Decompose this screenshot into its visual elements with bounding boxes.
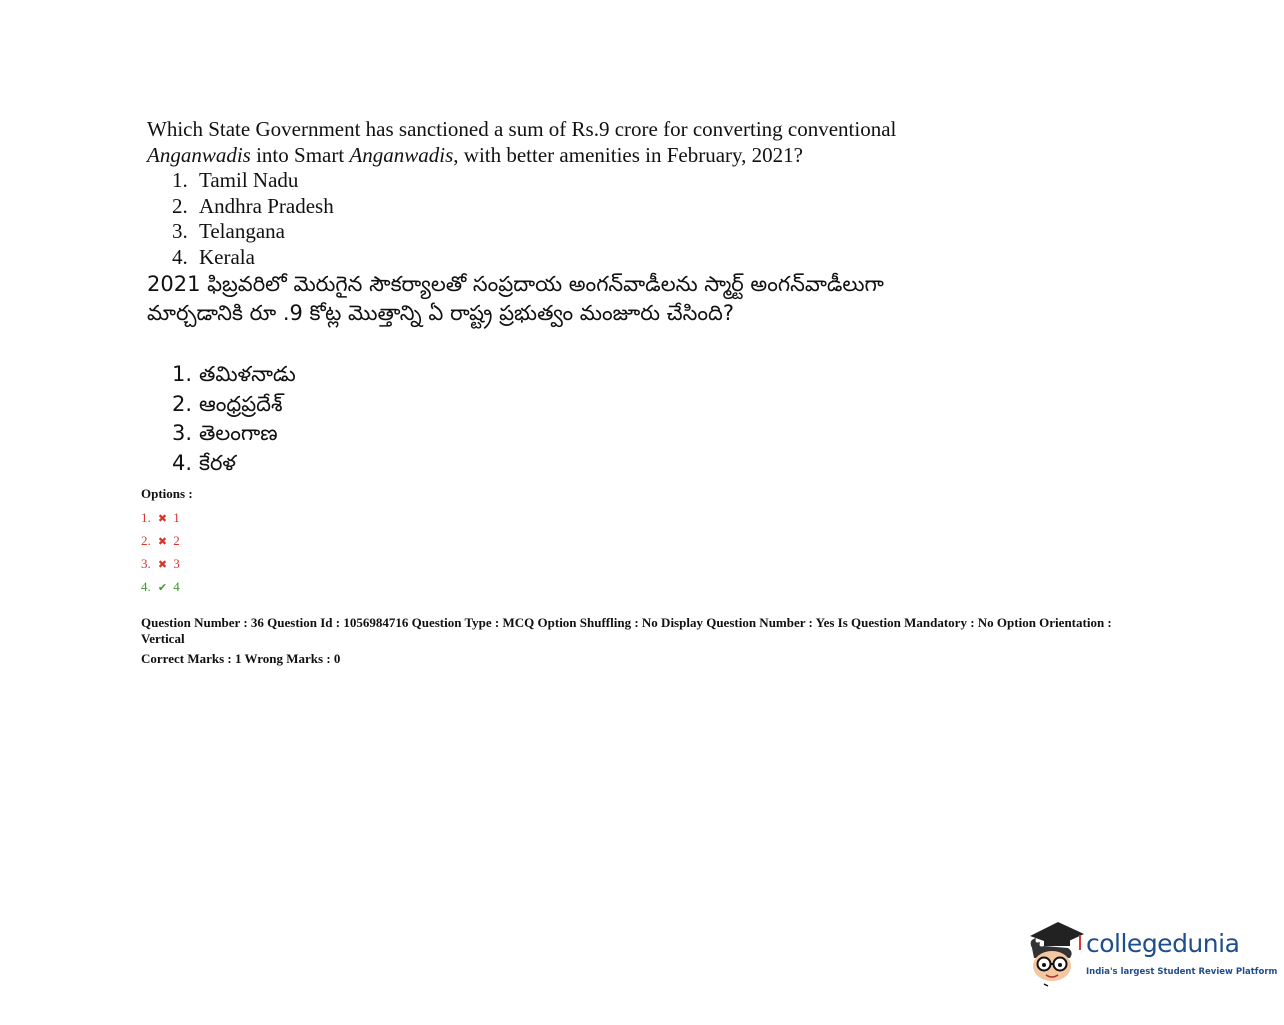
option-label: ఆంధ్రప్రదేశ్ (199, 391, 283, 416)
italic-word-anganwadis-2: Anganwadis (349, 143, 454, 167)
answer-item-wrong (141, 507, 180, 530)
marks-info: Correct Marks : 1 Wrong Marks : 0 (141, 651, 341, 666)
option-number: 3. (172, 219, 188, 243)
option-telugu (172, 360, 296, 390)
options-list-telugu (172, 360, 296, 478)
answer-value: 4 (173, 579, 180, 594)
collegedunia-logo (1024, 918, 1278, 988)
option-label: Andhra Pradesh (199, 193, 334, 218)
question-mid: into Smart (250, 143, 350, 167)
mascot-icon (1024, 918, 1086, 988)
option-english (172, 245, 334, 271)
option-label: Kerala (199, 244, 255, 269)
option-label: Tamil Nadu (199, 168, 299, 192)
answer-key-list (141, 507, 180, 599)
answer-number: 3. (141, 556, 151, 571)
answer-item-wrong (141, 553, 180, 576)
question-metadata: Question Number : 36 Question Id : 1056984716 Question Type : MCQ Option Shuffling : No Display Question Number : Yes Is Question Mandatory : No Option Orientation : Vertical (141, 615, 1112, 646)
options-heading: Options : (141, 486, 193, 501)
options-list-english (172, 168, 334, 270)
option-english (172, 194, 334, 220)
logo-wordmark: collegedunia (1086, 929, 1240, 958)
question-text-english (147, 116, 967, 168)
answer-item-wrong (141, 530, 180, 553)
answer-value: 1 (173, 510, 180, 525)
answer-value: 3 (173, 556, 180, 571)
check-icon: ✔ (157, 582, 168, 594)
option-number: 1. (172, 168, 188, 192)
answer-item-correct (141, 576, 180, 599)
answer-number: 1. (141, 510, 151, 525)
cross-icon: ✖ (157, 513, 168, 525)
option-number: 3. (172, 421, 193, 445)
option-label: Telangana (199, 219, 285, 243)
option-telugu (172, 419, 296, 449)
answer-number: 4. (141, 579, 151, 594)
question-line-1: Which State Government has sanctioned a sum of Rs.9 crore for converting conventional (147, 117, 897, 141)
option-number: 1. (172, 362, 193, 386)
option-telugu (172, 449, 296, 479)
option-label: కేరళ (199, 450, 236, 475)
option-label: తమిళనాడు (199, 362, 296, 386)
option-english (172, 168, 334, 194)
option-telugu (172, 390, 296, 420)
question-text-telugu: 2021 ఫిబ్రవరిలో మెరుగైన సౌకర్యాలతో సంప్రదాయ అంగన్‌వాడీలను స్మార్ట్ అంగన్‌వాడీలుగా మార్చడానికి రూ .9 కోట్ల మొత్తాన్ని ఏ రాష్ట్ర ప్రభుత్వం మంజూరు చేసింది? (147, 272, 884, 325)
cross-icon: ✖ (157, 536, 168, 548)
option-number: 4. (172, 244, 188, 269)
question-end: , with better amenities in February, 2021? (453, 143, 803, 167)
option-number: 2. (172, 193, 188, 218)
italic-word-anganwadis: Anganwadis (147, 143, 251, 167)
cross-icon: ✖ (157, 559, 168, 571)
option-label: తెలంగాణ (199, 421, 278, 445)
option-english (172, 219, 334, 245)
option-number: 4. (172, 450, 193, 475)
answer-number: 2. (141, 533, 151, 548)
logo-tagline: India's largest Student Review Platform (1086, 967, 1278, 977)
answer-value: 2 (173, 533, 180, 548)
option-number: 2. (172, 391, 193, 416)
